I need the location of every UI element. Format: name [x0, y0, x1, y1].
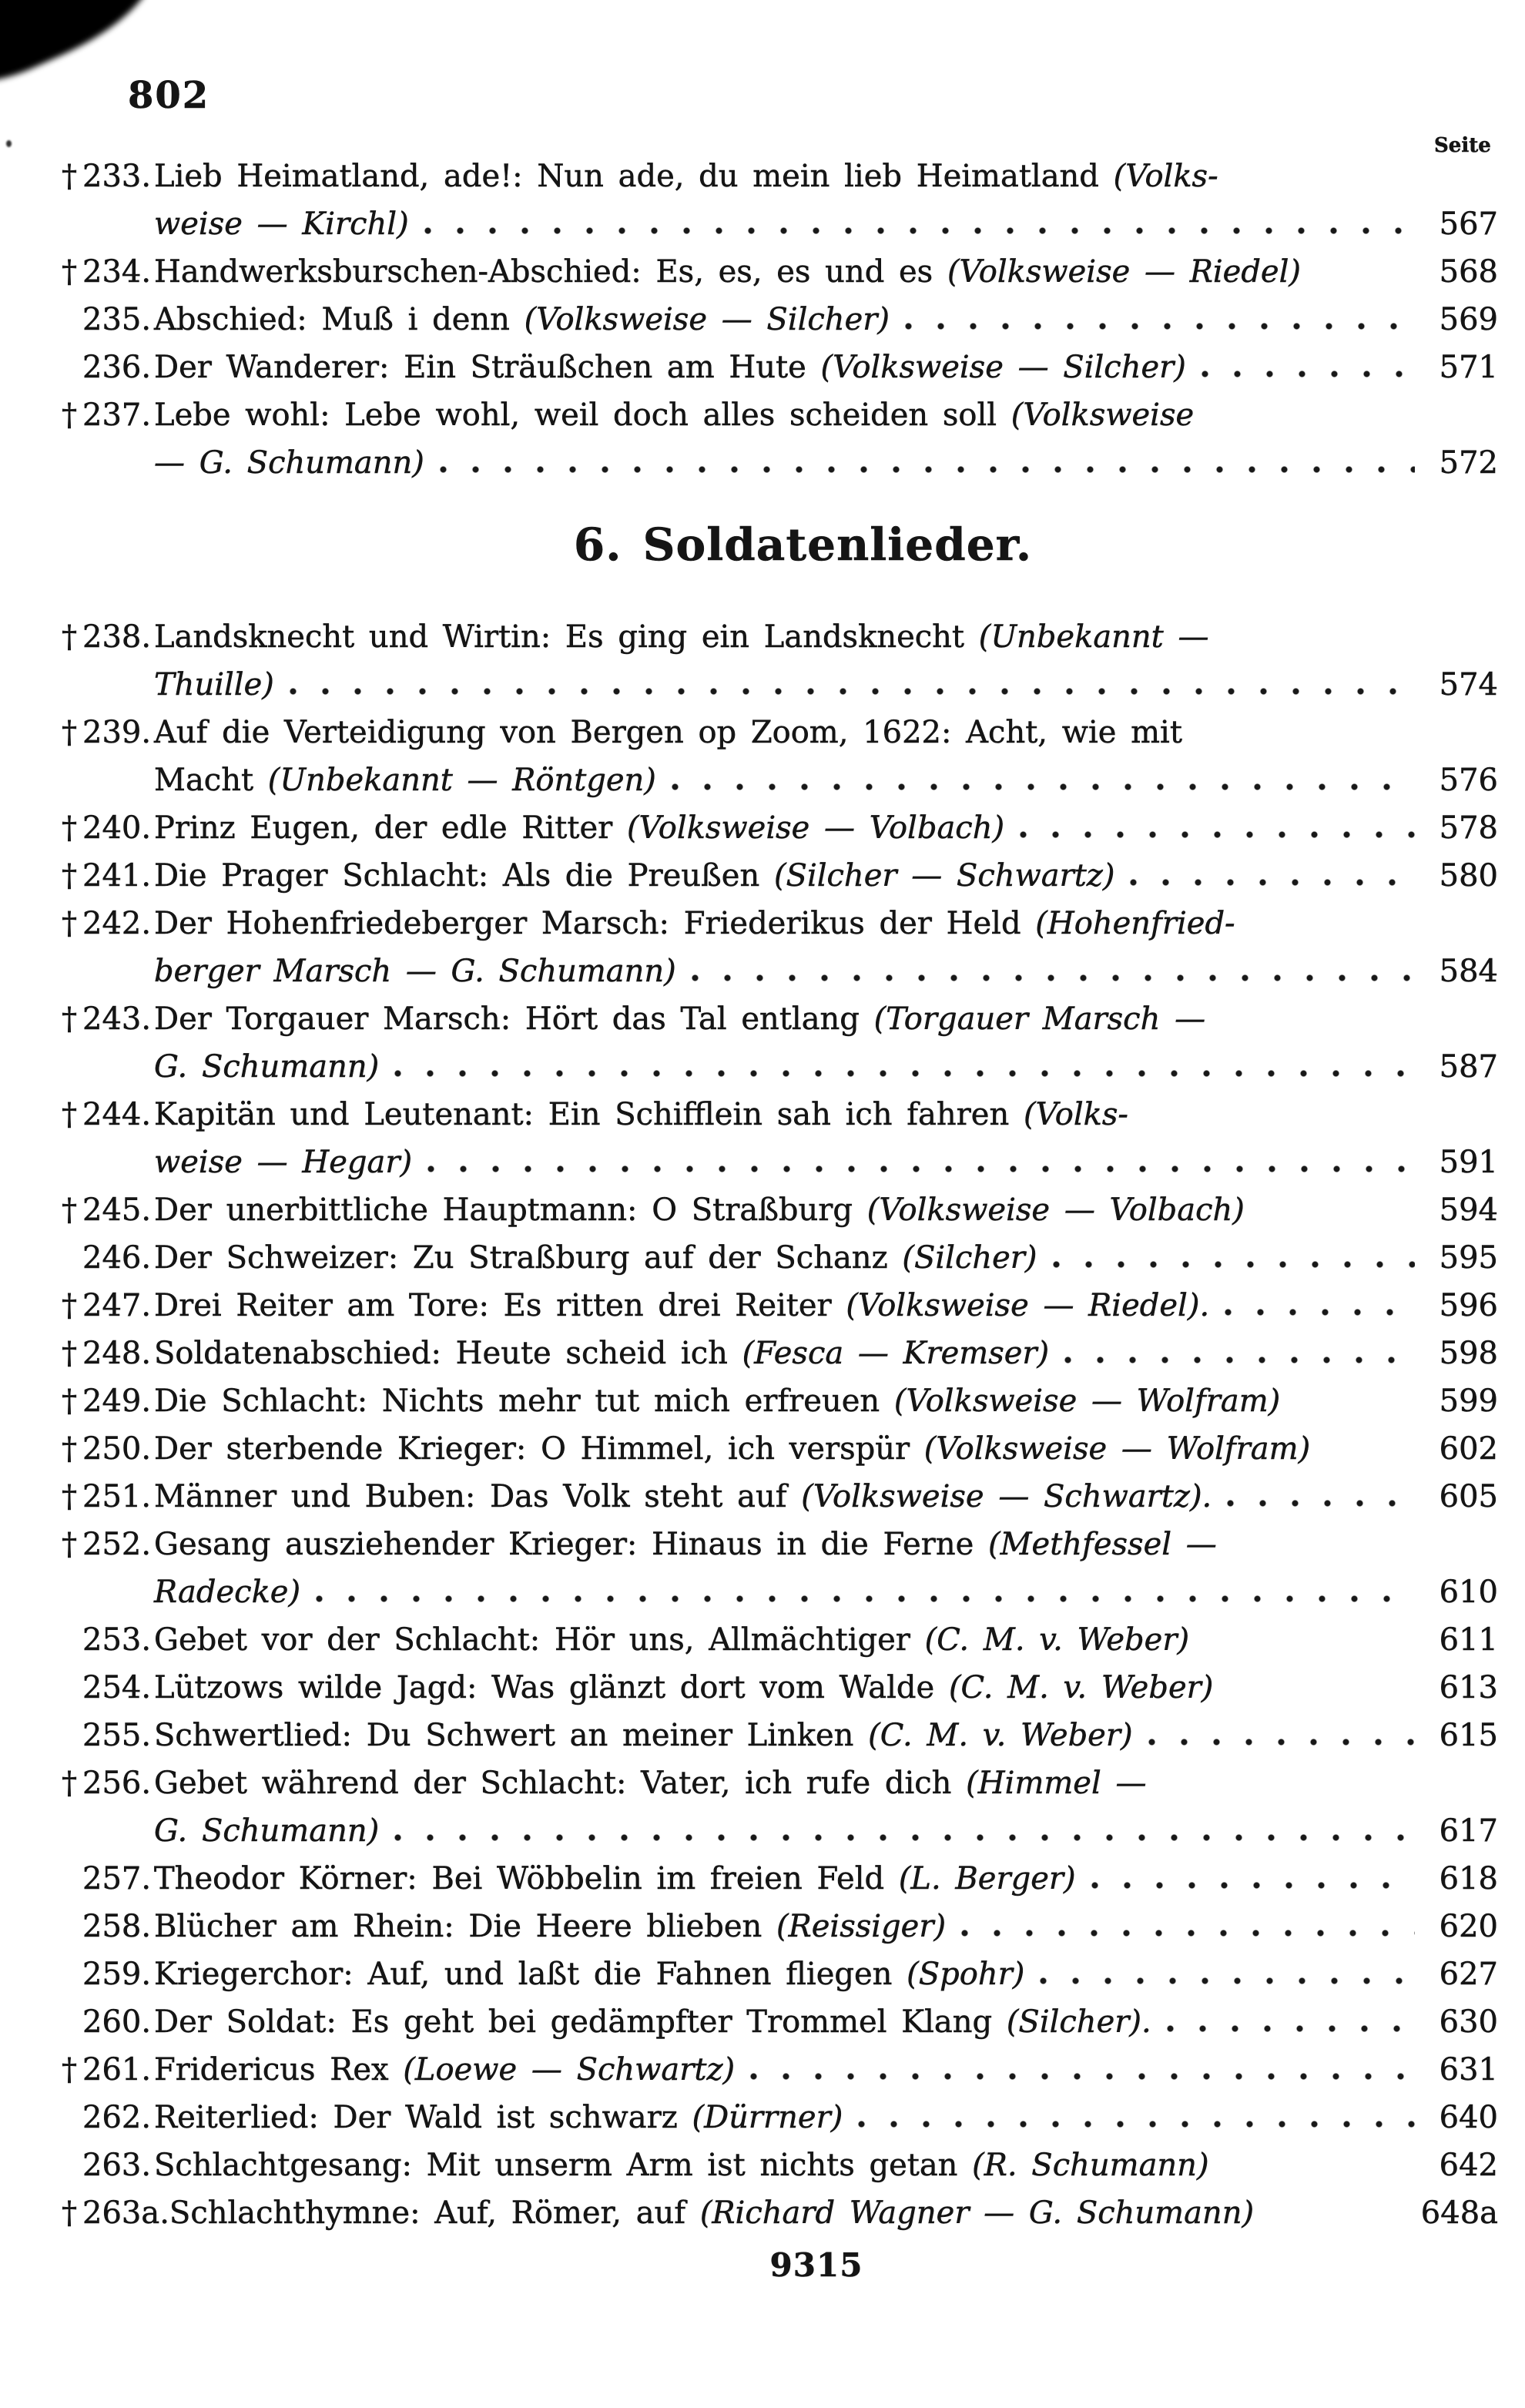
toc-entry-line [62, 1091, 1498, 1139]
entry-number: 233. [82, 159, 152, 194]
entry-page-number: 594 [1439, 1192, 1498, 1228]
entry-gutter [62, 852, 154, 900]
entry-title: Soldatenabschied: Heute scheid ich (Fesca — Kremser) [154, 1336, 1050, 1371]
entry-gutter [62, 900, 154, 947]
dot-leader [1130, 879, 1415, 886]
entry-title: weise — Kirchl) [154, 206, 409, 242]
toc-entry-line [62, 947, 1498, 995]
toc-entry-line [62, 900, 1498, 947]
entry-number: 238. [82, 619, 152, 655]
dot-leader [1225, 1309, 1415, 1316]
entry-page-number: 613 [1439, 1670, 1498, 1705]
toc-entry-line [62, 804, 1498, 852]
entry-gutter [62, 1186, 154, 1234]
entry-title: Theodor Körner: Bei Wöbbelin im freien Feld (L. Berger) [154, 1861, 1076, 1897]
entry-number: 250. [82, 1431, 152, 1467]
toc-entry-line [62, 1473, 1498, 1521]
entry-number: 263a. [82, 2195, 169, 2231]
entry-number: 249. [82, 1383, 152, 1419]
entry-page-number: 567 [1439, 206, 1498, 242]
dot-leader [1295, 1404, 1415, 1411]
dot-leader [1091, 1882, 1415, 1889]
entry-gutter [62, 804, 154, 852]
entry-gutter [62, 1425, 154, 1473]
toc-entry-line [62, 391, 1498, 439]
entry-number: 240. [82, 810, 152, 846]
entry-title: Der Wanderer: Ein Sträußchen am Hute (Volksweise — Silcher) [154, 350, 1186, 385]
entry-gutter [62, 1616, 154, 1664]
toc-entry-line [62, 1043, 1498, 1091]
entry-title: Der Schweizer: Zu Straßburg auf der Schanz (Silcher) [154, 1240, 1037, 1276]
dagger-mark: † [62, 1383, 77, 1419]
entry-title: Drei Reiter am Tore: Es ritten drei Reiter (Volksweise — Riedel). [154, 1288, 1210, 1323]
entry-page-number: 569 [1439, 302, 1498, 337]
dot-leader [427, 1165, 1415, 1172]
dagger-mark: † [62, 159, 77, 194]
section-heading: 6. Soldatenlieder. [573, 518, 1033, 571]
toc-entry-line [62, 661, 1498, 709]
entry-title: Männer und Buben: Das Volk steht auf (Volksweise — Schwartz). [154, 1479, 1212, 1514]
dot-leader [1227, 1500, 1415, 1507]
toc-entry-line [62, 1234, 1498, 1282]
entry-number: 242. [82, 906, 152, 941]
entry-number: 246. [82, 1240, 152, 1276]
entry-page-number: 572 [1439, 445, 1498, 481]
toc-entry-line [62, 1855, 1498, 1903]
toc-entry-line [62, 2189, 1498, 2237]
entry-title: Prinz Eugen, der edle Ritter (Volksweise — Volbach) [154, 810, 1005, 846]
dot-leader [1260, 1213, 1415, 1220]
entry-title: Kapitän und Leutenant: Ein Schifflein sah ich fahren (Volks- [154, 1097, 1128, 1132]
entry-page-number: 580 [1439, 858, 1498, 894]
entry-number: 245. [82, 1192, 152, 1228]
entry-page-number: 571 [1439, 350, 1498, 385]
entry-title: Der Torgauer Marsch: Hört das Tal entlang (Torgauer Marsch — [154, 1001, 1206, 1037]
dot-leader [1148, 1739, 1415, 1746]
entry-number: 235. [82, 302, 152, 337]
dagger-mark: † [62, 1288, 77, 1323]
dot-leader [1053, 1261, 1415, 1268]
entry-number: 258. [82, 1909, 152, 1944]
toc-entry-line [62, 2046, 1498, 2094]
entry-title: Radecke) [154, 1575, 301, 1610]
entry-gutter [62, 1234, 154, 1282]
entry-gutter [62, 1950, 154, 1998]
toc-entry-line [62, 613, 1498, 661]
entry-gutter [62, 1330, 154, 1377]
entry-gutter [62, 709, 154, 756]
entry-page-number: 618 [1439, 1861, 1498, 1897]
entry-gutter [62, 1712, 154, 1759]
entry-gutter [62, 2046, 154, 2094]
entry-gutter [62, 2141, 154, 2189]
entry-title: Kriegerchor: Auf, und laßt die Fahnen fliegen (Spohr) [154, 1957, 1025, 1992]
toc-entry-line [62, 1712, 1498, 1759]
entry-page-number: 576 [1439, 763, 1498, 798]
entry-page-number: 640 [1439, 2100, 1498, 2135]
dot-leader [290, 688, 1415, 695]
toc-entry-line [62, 153, 1498, 200]
dagger-mark: † [62, 1431, 77, 1467]
dot-leader [1205, 1643, 1415, 1650]
entry-title: Der unerbittliche Hauptmann: O Straßburg (Volksweise — Volbach) [154, 1192, 1245, 1228]
entry-title: Reiterlied: Der Wald ist schwarz (Dürrner) [154, 2100, 843, 2135]
toc-entry-line [62, 709, 1498, 756]
toc-entry-line [62, 1807, 1498, 1855]
entry-number: 236. [82, 350, 152, 385]
dot-leader [1064, 1357, 1415, 1363]
entry-page-number: 578 [1439, 810, 1498, 846]
entry-number: 253. [82, 1622, 152, 1658]
entry-page-number: 610 [1439, 1575, 1498, 1610]
toc-entry-line [62, 296, 1498, 344]
entry-title: Handwerksburschen-Abschied: Es, es, es und es (Volksweise — Riedel) [154, 254, 1301, 290]
dagger-mark: † [62, 715, 77, 750]
dagger-mark: † [62, 858, 77, 894]
entry-number: 247. [82, 1288, 152, 1323]
entry-page-number: 602 [1439, 1431, 1498, 1467]
dot-leader [1326, 1452, 1415, 1459]
entry-gutter [62, 1091, 154, 1139]
toc-entry-line [62, 2141, 1498, 2189]
entry-title: berger Marsch — G. Schumann) [154, 954, 676, 989]
entry-gutter [62, 1473, 154, 1521]
entry-title: Gesang ausziehender Krieger: Hinaus in die Ferne (Methfessel — [154, 1527, 1217, 1562]
toc-entry-line [62, 1330, 1498, 1377]
dagger-mark: † [62, 810, 77, 846]
toc-entry-line [62, 1568, 1498, 1616]
entry-gutter [62, 1759, 154, 1807]
dagger-mark: † [62, 254, 77, 290]
toc-list [62, 153, 1498, 2289]
entry-title: Gebet vor der Schlacht: Hör uns, Allmächtiger (C. M. v. Weber) [154, 1622, 1190, 1658]
seite-column-label: Seite [1434, 134, 1491, 157]
entry-gutter [62, 1903, 154, 1950]
entry-page-number: 642 [1439, 2148, 1498, 2183]
dagger-mark: † [62, 1192, 77, 1228]
entry-number: 260. [82, 2004, 152, 2040]
dot-leader [858, 2121, 1415, 2128]
entry-number: 261. [82, 2052, 152, 2088]
dot-leader [961, 1930, 1415, 1937]
dot-leader [905, 323, 1415, 330]
entry-number: 241. [82, 858, 152, 894]
dagger-mark: † [62, 2195, 77, 2231]
entry-page-number: 631 [1439, 2052, 1498, 2088]
entry-gutter [62, 153, 154, 200]
entry-title: Fridericus Rex (Loewe — Schwartz) [154, 2052, 736, 2088]
toc-entry-line [62, 1998, 1498, 2046]
entry-gutter [62, 391, 154, 439]
entry-page-number: 627 [1439, 1957, 1498, 1992]
dagger-mark: † [62, 1001, 77, 1037]
entry-title: — G. Schumann) [154, 445, 424, 481]
entry-title: weise — Hegar) [154, 1145, 413, 1180]
entry-number: 244. [82, 1097, 152, 1132]
dot-leader [750, 2073, 1415, 2080]
entry-gutter [62, 296, 154, 344]
entry-gutter [62, 1855, 154, 1903]
dot-leader [424, 227, 1415, 234]
toc-entry-line [62, 1759, 1498, 1807]
scan-speck [6, 140, 12, 147]
dagger-mark: † [62, 1527, 77, 1562]
entry-number: 234. [82, 254, 152, 290]
entry-page-number: 596 [1439, 1288, 1498, 1323]
entry-gutter [62, 2189, 169, 2237]
dagger-mark: † [62, 1766, 77, 1801]
entry-number: 262. [82, 2100, 152, 2135]
entry-number: 256. [82, 1766, 152, 1801]
entry-title: Lützows wilde Jagd: Was glänzt dort vom Walde (C. M. v. Weber) [154, 1670, 1214, 1705]
entry-number: 257. [82, 1861, 152, 1897]
toc-entry-line [62, 1903, 1498, 1950]
entry-gutter [62, 995, 154, 1043]
dagger-mark: † [62, 397, 77, 433]
entry-page-number: 611 [1439, 1622, 1498, 1658]
entry-title: Die Schlacht: Nichts mehr tut mich erfreuen (Volksweise — Wolfram) [154, 1383, 1281, 1419]
entry-title: G. Schumann) [154, 1813, 380, 1849]
entry-page-number: 587 [1439, 1049, 1498, 1085]
entry-title: Der sterbende Krieger: O Himmel, ich verspür (Volksweise — Wolfram) [154, 1431, 1311, 1467]
dot-leader [394, 1070, 1415, 1077]
entry-gutter [62, 344, 154, 391]
toc-entry-line [62, 1282, 1498, 1330]
entry-title: Der Soldat: Es geht bei gedämpfter Trommel Klang (Silcher). [154, 2004, 1151, 2040]
toc-entry-line [62, 756, 1498, 804]
entry-page-number: 617 [1439, 1813, 1498, 1849]
toc-entry-line [62, 995, 1498, 1043]
entry-title: Abschied: Muß i denn (Volksweise — Silcher) [154, 302, 890, 337]
dot-leader [440, 466, 1415, 473]
entry-page-number: 574 [1439, 667, 1498, 703]
entry-number: 259. [82, 1957, 152, 1992]
dot-leader [394, 1834, 1415, 1841]
footer-plate-number: 9315 [769, 2246, 863, 2284]
entry-title: Thuille) [154, 667, 274, 703]
entry-number: 263. [82, 2148, 152, 2183]
dot-leader [672, 783, 1415, 790]
entry-page-number: 648a [1420, 2195, 1498, 2231]
entry-number: 239. [82, 715, 152, 750]
entry-number: 251. [82, 1479, 152, 1514]
entry-gutter [62, 248, 154, 296]
toc-entry-line [62, 439, 1498, 487]
entry-title: Lebe wohl: Lebe wohl, weil doch alles scheiden soll (Volksweise [154, 397, 1195, 433]
dagger-mark: † [62, 906, 77, 941]
entry-title: Landsknecht und Wirtin: Es ging ein Landsknecht (Unbekannt — [154, 619, 1209, 655]
entry-page-number: 599 [1439, 1383, 1498, 1419]
entry-title: Schlachthymne: Auf, Römer, auf (Richard Wagner — G. Schumann) [169, 2195, 1255, 2231]
entry-title: Schwertlied: Du Schwert an meiner Linken (C. M. v. Weber) [154, 1718, 1133, 1753]
entry-title: Lieb Heimatland, ade!: Nun ade, du mein lieb Heimatland (Volks- [154, 159, 1218, 194]
toc-entry-line [62, 1616, 1498, 1664]
toc-entry-line [62, 248, 1498, 296]
entry-number: 252. [82, 1527, 152, 1562]
dot-leader [316, 1595, 1415, 1602]
entry-title: Auf die Verteidigung von Bergen op Zoom, 1622: Acht, wie mit [154, 715, 1182, 750]
entry-page-number: 630 [1439, 2004, 1498, 2040]
toc-entry-line [62, 1139, 1498, 1186]
dagger-mark: † [62, 1336, 77, 1371]
dagger-mark: † [62, 2052, 77, 2088]
dot-leader [692, 974, 1415, 981]
entry-number: 243. [82, 1001, 152, 1037]
toc-entry-line [62, 1425, 1498, 1473]
entry-gutter [62, 1521, 154, 1568]
entry-page-number: 595 [1439, 1240, 1498, 1276]
entry-number: 237. [82, 397, 152, 433]
entry-page-number: 620 [1439, 1909, 1498, 1944]
toc-entry-line [62, 1521, 1498, 1568]
toc-entry-line [62, 200, 1498, 248]
dot-leader [1167, 2025, 1415, 2032]
dot-leader [1020, 831, 1415, 838]
toc-entry-line [62, 2094, 1498, 2141]
entry-page-number: 584 [1439, 954, 1498, 989]
dot-leader [1202, 371, 1415, 377]
entry-title: Schlachtgesang: Mit unserm Arm ist nichts getan (R. Schumann) [154, 2148, 1209, 2183]
entry-title: Macht (Unbekannt — Röntgen) [154, 763, 656, 798]
entry-gutter [62, 1998, 154, 2046]
entry-page-number: 605 [1439, 1479, 1498, 1514]
entry-gutter [62, 1282, 154, 1330]
entry-title: Blücher am Rhein: Die Heere blieben (Reissiger) [154, 1909, 947, 1944]
dot-leader [1228, 1691, 1415, 1698]
entry-title: Gebet während der Schlacht: Vater, ich rufe dich (Himmel — [154, 1766, 1147, 1801]
dot-leader [1225, 2168, 1415, 2175]
toc-entry-line [62, 852, 1498, 900]
entry-page-number: 568 [1439, 254, 1498, 290]
toc-entry-line [62, 1186, 1498, 1234]
entry-title: Der Hohenfriedeberger Marsch: Friederikus der Held (Hohenfried- [154, 906, 1235, 941]
entry-page-number: 598 [1439, 1336, 1498, 1371]
entry-number: 254. [82, 1670, 152, 1705]
dagger-mark: † [62, 1097, 77, 1132]
toc-entry-line [62, 1664, 1498, 1712]
dagger-mark: † [62, 619, 77, 655]
entry-page-number: 591 [1439, 1145, 1498, 1180]
entry-gutter [62, 613, 154, 661]
dot-leader [1269, 2216, 1409, 2223]
entry-gutter [62, 1664, 154, 1712]
toc-entry-line [62, 1950, 1498, 1998]
dot-leader [1040, 1977, 1415, 1984]
entry-gutter [62, 1377, 154, 1425]
entry-page-number: 615 [1439, 1718, 1498, 1753]
dot-leader [1316, 275, 1415, 282]
entry-title: Die Prager Schlacht: Als die Preußen (Silcher — Schwartz) [154, 858, 1115, 894]
toc-entry-line [62, 344, 1498, 391]
entry-number: 255. [82, 1718, 152, 1753]
dagger-mark: † [62, 1479, 77, 1514]
entry-title: G. Schumann) [154, 1049, 380, 1085]
entry-number: 248. [82, 1336, 152, 1371]
entry-gutter [62, 2094, 154, 2141]
page-folio: 802 [128, 74, 210, 117]
toc-entry-line [62, 1377, 1498, 1425]
